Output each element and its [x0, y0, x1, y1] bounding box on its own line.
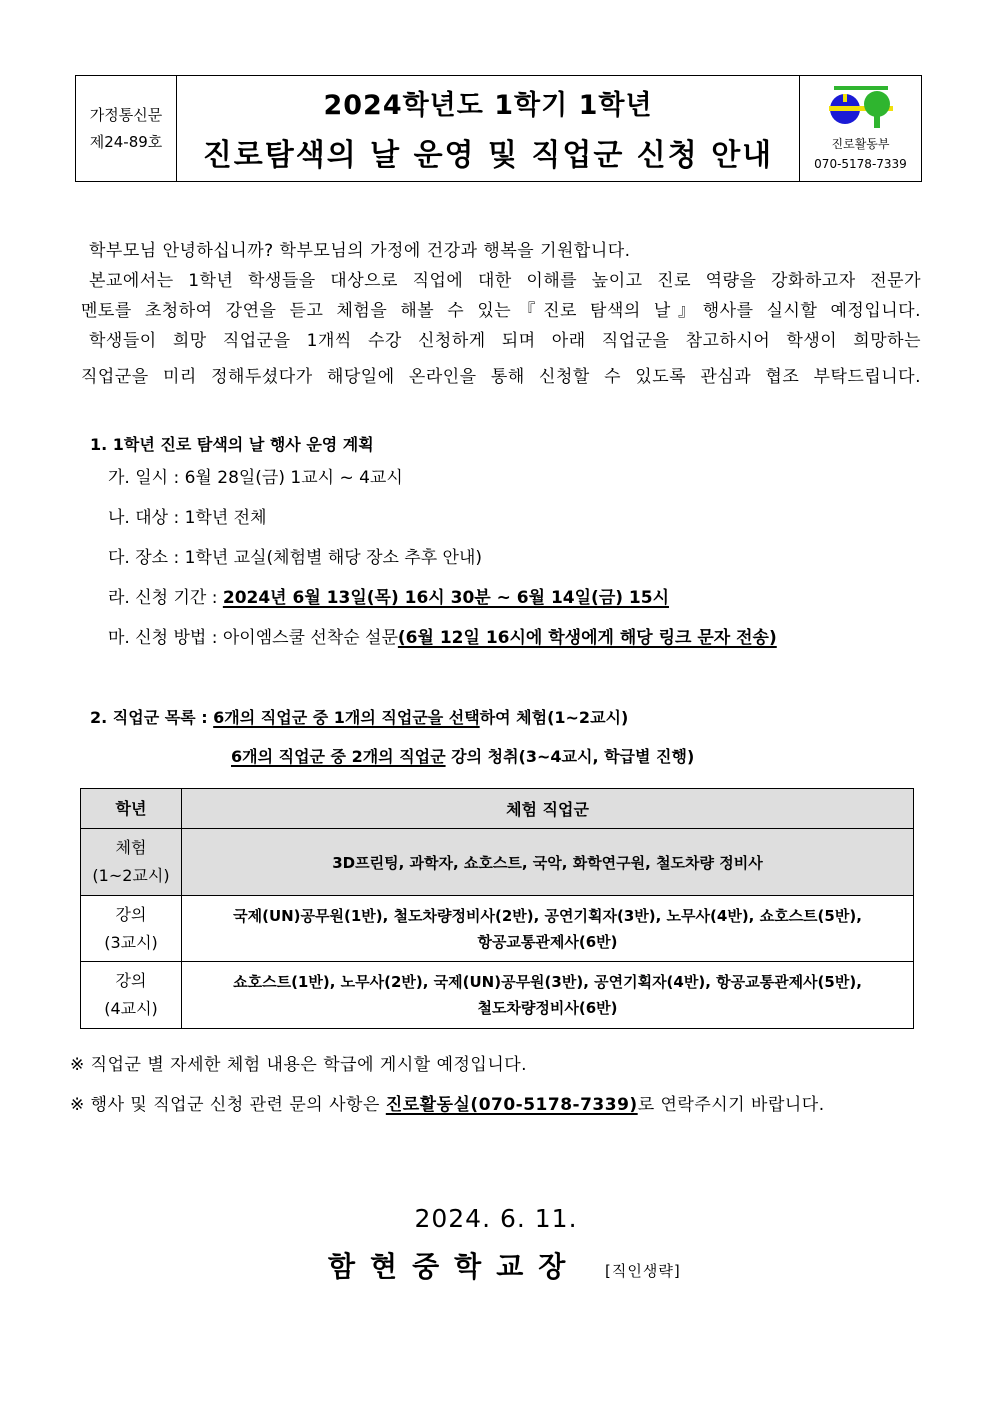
plan-item-target: 나. 대상 : 1학년 전체 [108, 508, 267, 528]
school-logo-icon [827, 84, 895, 130]
seal-note: [직인생략] [605, 1262, 681, 1280]
note-2-contact: 진로활동실(070-5178-7339) [385, 1095, 638, 1115]
row-jobs [182, 896, 914, 962]
table-row [81, 896, 914, 962]
row-label-main: 강의 [115, 904, 147, 924]
section-2-label: 2. 직업군 목록 : [90, 708, 214, 727]
job-group-table [80, 788, 914, 1029]
dept-cell [799, 76, 921, 181]
section-2-heading [90, 705, 628, 728]
period-label: 라. 신청 기간 : [108, 588, 223, 608]
row-jobs [182, 829, 914, 896]
table-header-row [81, 789, 914, 829]
title-line-1: 2024학년도 1학기 1학년 [323, 90, 653, 121]
row-label [81, 829, 182, 896]
row-label-period: (1~2교시) [92, 866, 170, 885]
row-jobs-line-1: 3D프린팅, 과학자, 쇼호스트, 국악, 화학연구원, 철도차량 정비사 [332, 853, 763, 872]
row-jobs-line-2: 철도차량정비사(6반) [477, 999, 618, 1017]
row-jobs [182, 962, 914, 1029]
title-cell [177, 76, 799, 181]
row-label-main: 강의 [115, 971, 147, 990]
row-label-period: (3교시) [104, 932, 158, 952]
section-2-line-2-rest: 강의 청취(3~4교시, 학급별 진행) [445, 747, 695, 766]
section-2-line-2 [231, 744, 694, 767]
row-label-period: (4교시) [104, 999, 158, 1018]
row-jobs-line-1: 국제(UN)공무원(1반), 철도차량정비사(2반), 공연기획자(3반), 노무사(4반), 쇼호스트(5반), [233, 906, 862, 925]
plan-item-date: 가. 일시 : 6월 28일(금) 1교시 ~ 4교시 [108, 468, 403, 488]
document-header [75, 75, 922, 182]
signer-name: 함현중학교장 [328, 1250, 581, 1283]
intro-line-5: 직업군을 미리 정해두셨다가 해당일에 온라인을 통해 신청할 수 있도록 관심과 협조 부탁드립니다. [81, 367, 921, 387]
plan-item-period [108, 583, 669, 608]
section-2-rest: 하여 체험(1~2교시) [479, 708, 629, 727]
issue-date: 2024. 6. 11. [414, 1204, 578, 1233]
header-grade: 학년 [81, 789, 182, 829]
table-row [81, 829, 914, 896]
intro-line-3: 멘토를 초청하여 강연을 듣고 체험을 해볼 수 있는『진로 탐색의 날』행사를 실시할 예정입니다. [81, 301, 921, 321]
plan-item-method [108, 623, 777, 648]
note-2-a: ※ 행사 및 직업군 신청 관련 문의 사항은 [70, 1095, 386, 1115]
intro-line-1 [81, 236, 921, 261]
plan-item-place: 다. 장소 : 1학년 교실(체험별 해당 장소 추후 안내) [108, 548, 483, 568]
note-2 [70, 1090, 825, 1115]
intro-line-2: 본교에서는 1학년 학생들을 대상으로 직업에 대한 이해를 높이고 진로 역량을 강화하고자 전문가 [89, 271, 921, 291]
section-2-underlined: 6개의 직업군 중 1개의 직업군을 선택 [213, 708, 480, 727]
period-value: 2024년 6월 13일(목) 16시 30분 ~ 6월 14일(금) 15시 [222, 588, 670, 608]
dept-phone: 070-5178-7339 [814, 156, 907, 171]
doc-number: 제24-89호 [89, 132, 163, 151]
header-jobs: 체험 직업군 [182, 789, 914, 829]
row-label [81, 896, 182, 962]
intro-line-4: 학생들이 희망 직업군을 1개씩 수강 신청하게 되며 아래 직업군을 참고하시어 학생이 희망하는 [89, 331, 921, 351]
table-row [81, 962, 914, 1029]
doc-type: 가정통신문 [89, 105, 163, 124]
dept-name: 진로활동부 [831, 136, 890, 151]
section-2-line-2-underlined: 6개의 직업군 중 2개의 직업군 [231, 747, 446, 766]
row-label-main: 체험 [115, 838, 147, 857]
note-2-c: 로 연락주시기 바랍니다. [637, 1095, 825, 1115]
doc-id-cell [76, 76, 177, 181]
signature-line [328, 1245, 681, 1285]
section-1-heading: 1. 1학년 진로 탐색의 날 행사 운영 계획 [90, 435, 374, 454]
row-jobs-line-1: 쇼호스트(1반), 노무사(2반), 국제(UN)공무원(3반), 공연기획자(4반), 항공교통관제사(5반), [233, 973, 862, 991]
row-jobs-line-2: 항공교통관제사(6반) [477, 932, 618, 951]
method-label: 마. 신청 방법 : 아이엠스쿨 선착순 설문 [108, 628, 398, 648]
method-value: (6월 12일 16시에 학생에게 해당 링크 문자 전송) [397, 628, 777, 648]
row-label [81, 962, 182, 1029]
intro-text-1: 학부모님 안녕하십니까? 학부모님의 가정에 건강과 행복을 기원합니다. [89, 241, 631, 261]
title-line-2: 진로탐색의 날 운영 및 직업군 신청 안내 [202, 138, 774, 173]
note-1: ※ 직업군 별 자세한 체험 내용은 학급에 게시할 예정입니다. [70, 1055, 528, 1075]
